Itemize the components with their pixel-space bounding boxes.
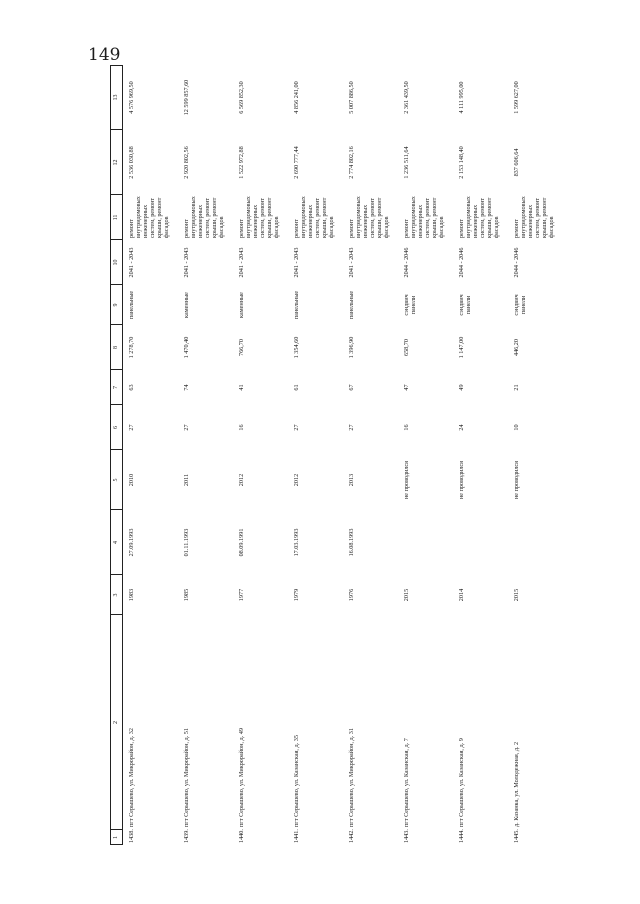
table-row (454, 65, 509, 845)
column-header-11: 11 (113, 214, 119, 221)
address-cell: пгт Серышево, ул. Микрорайон, д. 32 (128, 728, 135, 827)
total-cost-cell: 4 576 969,50 (128, 81, 135, 114)
column-header-10: 10 (113, 259, 119, 266)
column-header-6: 6 (113, 426, 119, 429)
total-cost-cell: 4 856 241,00 (293, 81, 300, 114)
year-cell: 1979 (293, 588, 300, 602)
wall-material-cell: панельные (293, 290, 300, 320)
cost-cell: 1 236 511,64 (403, 146, 410, 179)
works-cell: ремонт внутридомовых инженерных систем, ремонт крыши, ремонт фасадов (238, 196, 280, 238)
wall-material-cell: сэндвич панели (513, 294, 527, 316)
works-cell: ремонт внутридомовых инженерных систем, ремонт крыши, ремонт фасадов (128, 196, 170, 238)
column-header-4: 4 (113, 541, 119, 544)
apartments-cell: 24 (458, 424, 465, 431)
cost-cell: 2 153 148,40 (458, 146, 465, 179)
column-header-12: 12 (113, 159, 119, 166)
address-cell: д. Казанка, ул. Молодежная, д. 2 (513, 741, 520, 827)
year-cell: 1976 (348, 588, 355, 602)
address-cell: пгт Серышево, ул. Казанская, д. 35 (293, 735, 300, 827)
address-cell: пгт Серышево, ул. Микрорайон, д. 51 (183, 728, 190, 827)
residents-cell: 63 (128, 384, 135, 391)
table-row (509, 65, 555, 845)
column-header-3: 3 (113, 593, 119, 597)
total-cost-cell: 1 599 627,00 (513, 81, 520, 114)
area-cell: 1 396,90 (348, 336, 355, 359)
table-row (234, 65, 289, 845)
works-cell: ремонт внутридомовых инженерных систем, ремонт крыши, ремонт фасадов (458, 196, 500, 238)
last-repair-cell: не проводился (458, 460, 465, 500)
total-cost-cell: 12 599 857,60 (183, 79, 190, 116)
date-cell: 17.03.1993 (293, 528, 300, 557)
last-repair-cell: 2012 (238, 473, 245, 487)
address-cell: пгт Серышево, ул. Казанская, д. 9 (458, 738, 465, 827)
works-cell: ремонт внутридомовых инженерных систем, ремонт крыши, ремонт фасадов (513, 196, 555, 238)
residents-cell: 47 (403, 384, 410, 391)
column-header-13: 13 (113, 94, 119, 101)
works-cell: ремонт внутридомовых инженерных систем, ремонт крыши, ремонт фасадов (348, 196, 390, 238)
works-cell: ремонт внутридомовых инженерных систем, ремонт крыши, ремонт фасадов (403, 196, 445, 238)
apartments-cell: 27 (348, 424, 355, 431)
header-bottom-border (122, 65, 123, 845)
apartments-cell: 27 (128, 424, 135, 431)
area-cell: 1 354,60 (293, 336, 300, 359)
period-cell: 2044 - 2046 (458, 247, 465, 278)
row-number: 1445. (513, 829, 520, 843)
row-number: 1440. (238, 829, 245, 843)
row-number: 1439. (183, 829, 190, 843)
period-cell: 2041 - 2043 (128, 247, 135, 278)
works-cell: ремонт внутридомовых инженерных систем, ремонт крыши, ремонт фасадов (293, 196, 335, 238)
apartments-cell: 10 (513, 424, 520, 431)
cost-cell: 1 522 972,88 (238, 146, 245, 179)
column-header-9: 9 (113, 303, 119, 307)
residents-cell: 67 (348, 384, 355, 391)
column-header-5: 5 (113, 478, 119, 482)
last-repair-cell: 2012 (293, 473, 300, 487)
date-cell: 27.09.1993 (128, 528, 135, 557)
address-cell: пгт Серышево, ул. Казанская, д. 7 (403, 738, 410, 827)
column-header-1: 1 (113, 836, 119, 839)
apartments-cell: 16 (238, 424, 245, 431)
residents-cell: 41 (238, 384, 245, 391)
year-cell: 1983 (128, 588, 135, 602)
year-cell: 2015 (403, 588, 410, 602)
year-cell: 2014 (458, 588, 465, 602)
row-number: 1441. (293, 829, 300, 843)
residents-cell: 21 (513, 384, 520, 391)
row-number: 1438. (128, 829, 135, 843)
address-cell: пгт Серышево, ул. Микрорайон, д. 31 (348, 728, 355, 827)
table-row (124, 65, 179, 845)
year-cell: 1977 (238, 588, 245, 602)
last-repair-cell: 2013 (348, 473, 355, 487)
year-cell: 1985 (183, 588, 190, 602)
period-cell: 2044 - 2046 (513, 247, 520, 278)
rotated-table (110, 65, 555, 845)
date-cell: 16.08.1993 (348, 528, 355, 557)
residents-cell: 74 (183, 384, 190, 391)
apartments-cell: 16 (403, 424, 410, 431)
column-header-8: 8 (113, 346, 119, 349)
row-number: 1443. (403, 829, 410, 843)
wall-material-cell: сэндвич панели (403, 294, 417, 316)
period-cell: 2041 - 2043 (183, 247, 190, 278)
period-cell: 2041 - 2043 (293, 247, 300, 278)
table-row (179, 65, 234, 845)
year-cell: 2015 (513, 588, 520, 602)
row-number: 1442. (348, 829, 355, 843)
wall-material-cell: сэндвич панели (458, 294, 472, 316)
date-cell: 01.11.1993 (183, 528, 190, 557)
area-cell: 766,70 (238, 339, 245, 357)
period-cell: 2044 - 2046 (403, 247, 410, 278)
total-cost-cell: 5 007 886,50 (348, 81, 355, 114)
cost-cell: 2 690 777,44 (293, 146, 300, 179)
works-cell: ремонт внутридомовых инженерных систем, ремонт крыши, ремонт фасадов (183, 196, 225, 238)
table-row (399, 65, 454, 845)
wall-material-cell: каменные (183, 292, 190, 318)
last-repair-cell: 2010 (128, 473, 135, 487)
last-repair-cell: 2011 (183, 473, 190, 487)
row-number: 1444. (458, 829, 465, 843)
last-repair-cell: не проводился (513, 460, 520, 500)
area-cell: 1 470,40 (183, 336, 190, 359)
cost-cell: 2 536 030,88 (128, 146, 135, 179)
table-row (289, 65, 344, 845)
residents-cell: 49 (458, 384, 465, 391)
area-cell: 658,70 (403, 339, 410, 357)
area-cell: 446,20 (513, 339, 520, 357)
wall-material-cell: каменные (238, 292, 245, 318)
cost-cell: 837 606,64 (513, 148, 520, 177)
address-cell: пгт Серышево, ул. Микрорайон, д. 49 (238, 728, 245, 827)
column-header-7: 7 (113, 386, 119, 389)
cost-cell: 2 774 802,16 (348, 146, 355, 179)
period-cell: 2041 - 2043 (238, 247, 245, 278)
table-row (344, 65, 399, 845)
residents-cell: 61 (293, 384, 300, 391)
period-cell: 2041 - 2043 (348, 247, 355, 278)
page-number: 149 (88, 45, 121, 65)
wall-material-cell: панельные (128, 290, 135, 320)
area-cell: 1 147,00 (458, 336, 465, 359)
total-cost-cell: 6 569 852,30 (238, 81, 245, 114)
table-top-border (110, 65, 111, 845)
wall-material-cell: панельные (348, 290, 355, 320)
cost-cell: 2 920 802,56 (183, 146, 190, 179)
date-cell: 08.09.1991 (238, 528, 245, 557)
last-repair-cell: не проводился (403, 460, 410, 500)
apartments-cell: 27 (293, 424, 300, 431)
total-cost-cell: 4 111 995,00 (458, 81, 465, 114)
total-cost-cell: 2 361 439,50 (403, 81, 410, 114)
apartments-cell: 27 (183, 424, 190, 431)
area-cell: 1 278,70 (128, 336, 135, 359)
column-header-2: 2 (113, 721, 119, 724)
